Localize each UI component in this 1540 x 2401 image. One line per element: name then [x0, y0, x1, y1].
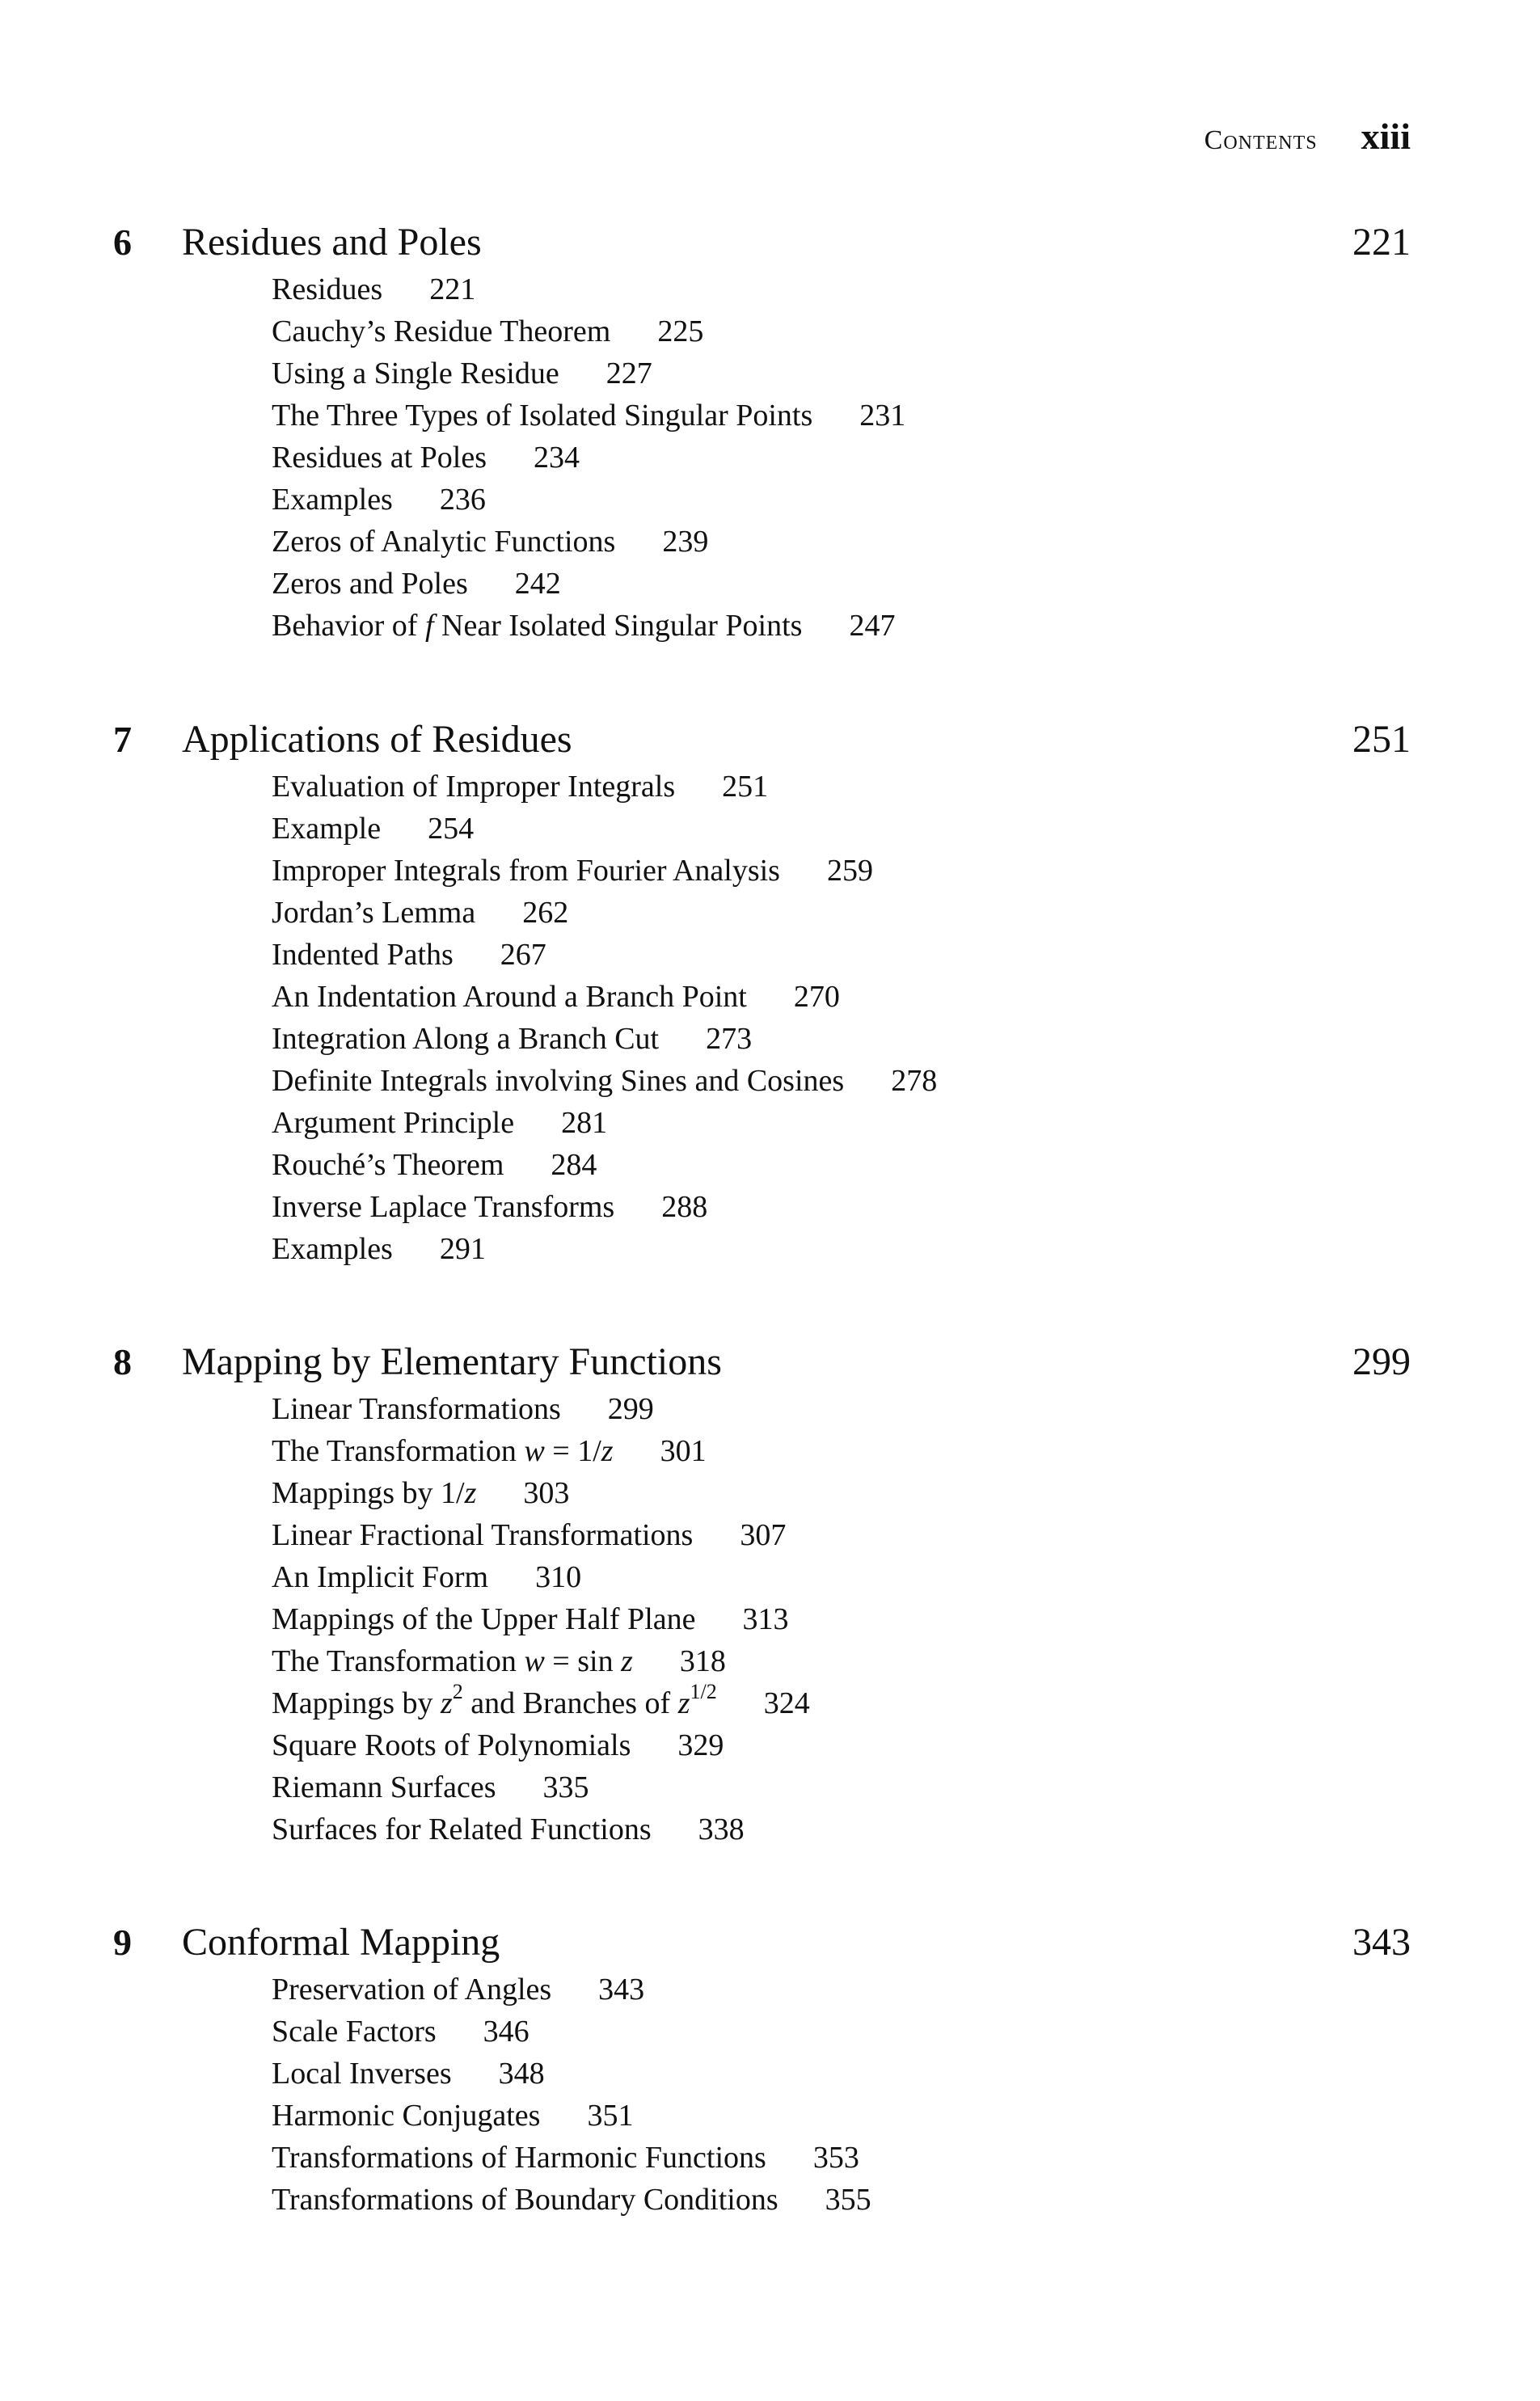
- entry-page: 234: [533, 441, 580, 475]
- entry-page: 281: [561, 1106, 608, 1140]
- section-list: [0, 1968, 1540, 2221]
- entry-page: 303: [523, 1476, 570, 1510]
- entry-page: 270: [793, 980, 840, 1014]
- entry-title: Rouché’s Theorem: [272, 1148, 504, 1182]
- entry-page: 254: [428, 812, 475, 846]
- entry-title: Indented Paths: [272, 938, 454, 972]
- entry-title: The Transformation w = sin z: [272, 1644, 633, 1678]
- entry-title: Cauchy’s Residue Theorem: [272, 314, 611, 348]
- entry-page: 251: [722, 770, 769, 804]
- toc-entry[interactable]: [272, 521, 1540, 563]
- entry-title: Zeros and Poles: [272, 567, 468, 601]
- entry-page: 221: [429, 272, 476, 306]
- entry-page: 225: [657, 314, 704, 348]
- entry-title: Integration Along a Branch Cut: [272, 1022, 660, 1056]
- entry-title: Square Roots of Polynomials: [272, 1728, 631, 1762]
- chapter-number: 9: [113, 1922, 132, 1963]
- entry-page: 284: [551, 1148, 597, 1182]
- chapter-page: 221: [1352, 221, 1411, 264]
- toc-entry[interactable]: [272, 1766, 1540, 1808]
- entry-page: 338: [698, 1812, 745, 1846]
- toc-entry[interactable]: [272, 808, 1540, 850]
- entry-page: 329: [677, 1728, 724, 1762]
- toc-entry[interactable]: [272, 1472, 1540, 1514]
- toc-entry[interactable]: [272, 2011, 1540, 2053]
- entry-title: Definite Integrals involving Sines and Cosines: [272, 1064, 845, 1098]
- page-number: xiii: [1361, 116, 1411, 157]
- toc-entry[interactable]: [272, 1724, 1540, 1766]
- entry-title: Zeros of Analytic Functions: [272, 525, 616, 559]
- entry-page: 348: [498, 2057, 545, 2091]
- entry-page: 313: [742, 1602, 789, 1636]
- toc-entry[interactable]: [272, 2053, 1540, 2095]
- chapter-page: 343: [1352, 1921, 1411, 1964]
- toc-entry[interactable]: [272, 395, 1540, 437]
- toc-entry[interactable]: [272, 1682, 1540, 1724]
- entry-title: Evaluation of Improper Integrals: [272, 770, 676, 804]
- entry-page: 335: [542, 1770, 589, 1804]
- chapter-heading[interactable]: [0, 1336, 1540, 1388]
- entry-page: 346: [483, 2015, 530, 2049]
- entry-page: 299: [607, 1392, 654, 1426]
- chapter-title: Mapping by Elementary Functions: [182, 1340, 722, 1383]
- chapter-title: Applications of Residues: [182, 718, 572, 761]
- toc-entry[interactable]: [272, 1144, 1540, 1186]
- toc-entry[interactable]: [272, 934, 1540, 976]
- toc-entry[interactable]: [272, 352, 1540, 395]
- entry-title: Example: [272, 812, 382, 846]
- entry-title: Inverse Laplace Transforms: [272, 1190, 615, 1224]
- entry-page: 324: [763, 1686, 810, 1720]
- toc-entry[interactable]: [272, 437, 1540, 479]
- entry-page: 247: [849, 609, 896, 643]
- toc-entry[interactable]: [272, 1186, 1540, 1228]
- entry-page: 301: [660, 1434, 707, 1468]
- entry-page: 310: [535, 1560, 582, 1594]
- running-title: Contents: [1204, 125, 1318, 155]
- entry-title: Surfaces for Related Functions: [272, 1812, 652, 1846]
- entry-title: Linear Transformations: [272, 1392, 561, 1426]
- entry-title: The Transformation w = 1/z: [272, 1434, 614, 1468]
- toc-entry[interactable]: [272, 1514, 1540, 1556]
- chapter-title: Conformal Mapping: [182, 1921, 500, 1964]
- entry-page: 355: [825, 2183, 871, 2217]
- chapter-page: 299: [1352, 1340, 1411, 1383]
- entry-title: The Three Types of Isolated Singular Points: [272, 399, 813, 433]
- entry-title: Argument Principle: [272, 1106, 515, 1140]
- entry-page: 318: [679, 1644, 726, 1678]
- entry-title: Harmonic Conjugates: [272, 2099, 541, 2133]
- entry-title: Examples: [272, 1232, 393, 1266]
- chapter-heading[interactable]: [0, 714, 1540, 766]
- toc-entry[interactable]: [272, 1102, 1540, 1144]
- chapter-9: [0, 1917, 1540, 2221]
- toc-entry[interactable]: [272, 892, 1540, 934]
- chapter-6: [0, 217, 1540, 647]
- toc-entry[interactable]: [272, 1228, 1540, 1270]
- entry-page: 236: [439, 483, 486, 517]
- entry-page: 307: [740, 1518, 787, 1552]
- toc-entry[interactable]: [272, 1556, 1540, 1598]
- toc-entry[interactable]: [272, 268, 1540, 310]
- section-list: [0, 1388, 1540, 1850]
- entry-title: An Implicit Form: [272, 1560, 489, 1594]
- entry-page: 278: [891, 1064, 938, 1098]
- chapter-heading[interactable]: [0, 1917, 1540, 1968]
- entry-title: Mappings by 1/z: [272, 1476, 477, 1510]
- entry-title: Residues: [272, 272, 383, 306]
- entry-title: Residues at Poles: [272, 441, 487, 475]
- entry-title: Linear Fractional Transformations: [272, 1518, 694, 1552]
- entry-page: 291: [439, 1232, 486, 1266]
- toc-entry[interactable]: [272, 479, 1540, 521]
- entry-page: 227: [605, 357, 652, 390]
- toc-entry[interactable]: [272, 1640, 1540, 1682]
- toc-entry[interactable]: [272, 850, 1540, 892]
- entry-title: Preservation of Angles: [272, 1973, 552, 2006]
- entry-page: 353: [812, 2141, 859, 2175]
- toc-entry[interactable]: [272, 1968, 1540, 2011]
- entry-title: An Indentation Around a Branch Point: [272, 980, 747, 1014]
- entry-page: 239: [662, 525, 709, 559]
- section-list: [0, 268, 1540, 647]
- toc-entry[interactable]: [272, 766, 1540, 808]
- entry-title: Using a Single Residue: [272, 357, 559, 390]
- section-list: [0, 766, 1540, 1270]
- entry-title: Examples: [272, 483, 393, 517]
- entry-title: Scale Factors: [272, 2015, 437, 2049]
- entry-title: Mappings of the Upper Half Plane: [272, 1602, 696, 1636]
- chapter-8: [0, 1336, 1540, 1850]
- entry-title: Local Inverses: [272, 2057, 452, 2091]
- entry-title: Behavior of f Near Isolated Singular Points: [272, 609, 803, 643]
- toc-entry[interactable]: [272, 605, 1540, 647]
- chapter-number: 8: [113, 1341, 132, 1382]
- entry-title: Jordan’s Lemma: [272, 896, 476, 930]
- entry-title: Mappings by $z^2$ and Branches of $z^{1/2}$: [272, 1680, 717, 1720]
- toc-entry[interactable]: [272, 1808, 1540, 1850]
- toc-entry[interactable]: [272, 2179, 1540, 2221]
- chapter-page: 251: [1352, 718, 1411, 761]
- entry-title: Improper Integrals from Fourier Analysis: [272, 854, 780, 888]
- entry-title: Transformations of Harmonic Functions: [272, 2141, 766, 2175]
- toc-entry[interactable]: [272, 1388, 1540, 1430]
- chapter-title: Residues and Poles: [182, 221, 482, 264]
- entry-title: Riemann Surfaces: [272, 1770, 496, 1804]
- chapter-number: 6: [113, 222, 132, 263]
- entry-title: Transformations of Boundary Conditions: [272, 2183, 778, 2217]
- toc-entry[interactable]: [272, 310, 1540, 352]
- toc-entry[interactable]: [272, 1018, 1540, 1060]
- toc-entry[interactable]: [272, 1430, 1540, 1472]
- entry-page: 351: [587, 2099, 634, 2133]
- chapter-heading[interactable]: [0, 217, 1540, 268]
- entry-page: 267: [500, 938, 546, 972]
- toc-entry[interactable]: [272, 1060, 1540, 1102]
- running-head: [1205, 115, 1411, 158]
- toc-entry[interactable]: [272, 2137, 1540, 2179]
- toc-entry[interactable]: [272, 1598, 1540, 1640]
- toc-entry[interactable]: [272, 2095, 1540, 2137]
- entry-page: 231: [859, 399, 906, 433]
- chapter-7: [0, 714, 1540, 1270]
- entry-page: 242: [514, 567, 561, 601]
- chapter-number: 7: [113, 719, 132, 760]
- entry-page: 259: [826, 854, 873, 888]
- toc-entry[interactable]: [272, 563, 1540, 605]
- toc-entry[interactable]: [272, 976, 1540, 1018]
- entry-page: 273: [706, 1022, 753, 1056]
- entry-page: 288: [661, 1190, 708, 1224]
- entry-page: 343: [598, 1973, 645, 2006]
- entry-page: 262: [522, 896, 569, 930]
